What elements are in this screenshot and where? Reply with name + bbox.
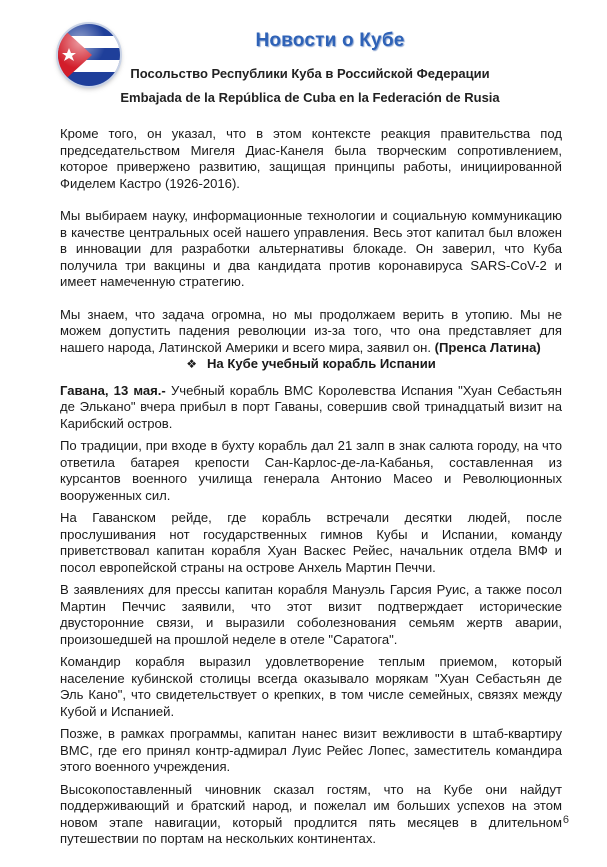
page-header [0, 0, 607, 120]
cuban-flag-globe-icon [58, 24, 120, 86]
paragraph-text: Мы знаем, что задача огромна, но мы продолжаем верить в утопию. Мы не можем допустить падения революции из-за того, что она представляет для нашего народа, Латинской Америки и всего мира, заявил он. [60, 306, 562, 355]
bullet-icon: ❖ [186, 357, 197, 371]
article-paragraph: Высокопоставленный чиновник сказал гостям, что на Кубе они найдут поддерживающий и братский народ, и пожелал им больших успехов на этом новом этапе навигации, который продлится пять месяцев в длительном путешествии по портам на нескольких континентах. [60, 781, 562, 846]
article-heading-text: На Кубе учебный корабль Испании [206, 356, 436, 371]
newsletter-title: Новости о Кубе [255, 30, 405, 51]
article-paragraph: Мы выбираем науку, информационные технологии и социальную коммуникацию в качестве центральных осей нашего управления. Весь этот капитал был вложен в инновации для разработки альтернативы блокаде. Он заверил, что Куба получила три вакцины и два кандидата против коронавируса SARS-CoV-2 и имеет намеченную стратегию. [60, 208, 562, 289]
article-paragraph [60, 307, 562, 357]
article-heading [60, 356, 562, 373]
article-paragraph: По традиции, при входе в бухту корабль дал 21 залп в знак салюта городу, на что ответила батарея крепости Сан-Карлос-де-ла-Кабанья, составленная из курсантов военного училища генерала Антонио Масео и Революционных вооруженных сил. [60, 438, 562, 503]
article-paragraph: Командир корабля выразил удовлетворение теплым приемом, который население кубинской столицы всегда оказывало морякам "Хуан Себастьян де Эль Кано", что свидетельствует о крепких, в том числе семейных, связях между Кубой и Испанией. [60, 654, 562, 719]
embassy-name-ru: Посольство Республики Куба в Российской Федерации [130, 66, 490, 81]
article-body [60, 126, 562, 848]
news-source: (Пренса Латина) [434, 339, 541, 355]
embassy-name-es: Embajada de la República de Cuba en la Federación de Rusia [120, 90, 500, 105]
page-number: 6 [562, 814, 569, 826]
article-paragraph: На Гаванском рейде, где корабль встречали десятки людей, после прослушивания нот государственных гимнов Кубы и Испании, команду приветствовал капитан корабля Хуан Васкес Рейес, начальник отдела ВМФ и посол европейской страны на острове Анхель Мартин Печчи. [60, 510, 562, 575]
article-paragraph: В заявлениях для прессы капитан корабля Мануэль Гарсия Руис, а также посол Мартин Печчис заявили, что этот визит подтверждает исторические двусторонние связи, и выразили соболезнования семьям жертв аварии, произошедшей на прошлой неделе в отеле "Саратога". [60, 582, 562, 647]
article-paragraph: Позже, в рамках программы, капитан нанес визит вежливости в штаб-квартиру ВМС, где его принял контр-адмирал Луис Рейес Лопес, заместитель командира этого военного учреждения. [60, 726, 562, 774]
article-paragraph [60, 383, 562, 433]
dateline: Гавана, 13 мая.- [60, 382, 166, 398]
article-paragraph: Кроме того, он указал, что в этом контексте реакция правительства под председательством Мигеля Диас-Канеля была творческим сопротивлением, которое привержено развитию, защищая принципы работы, инициированной Фиделем Кастро (1926-2016). [60, 126, 562, 191]
paragraph-text: Учебный корабль ВМС Королевства Испания "Хуан Себастьян де Элькано" вчера прибыл в порт Гаваны, совершив свой тринадцатый визит на Карибский остров. [60, 382, 562, 431]
